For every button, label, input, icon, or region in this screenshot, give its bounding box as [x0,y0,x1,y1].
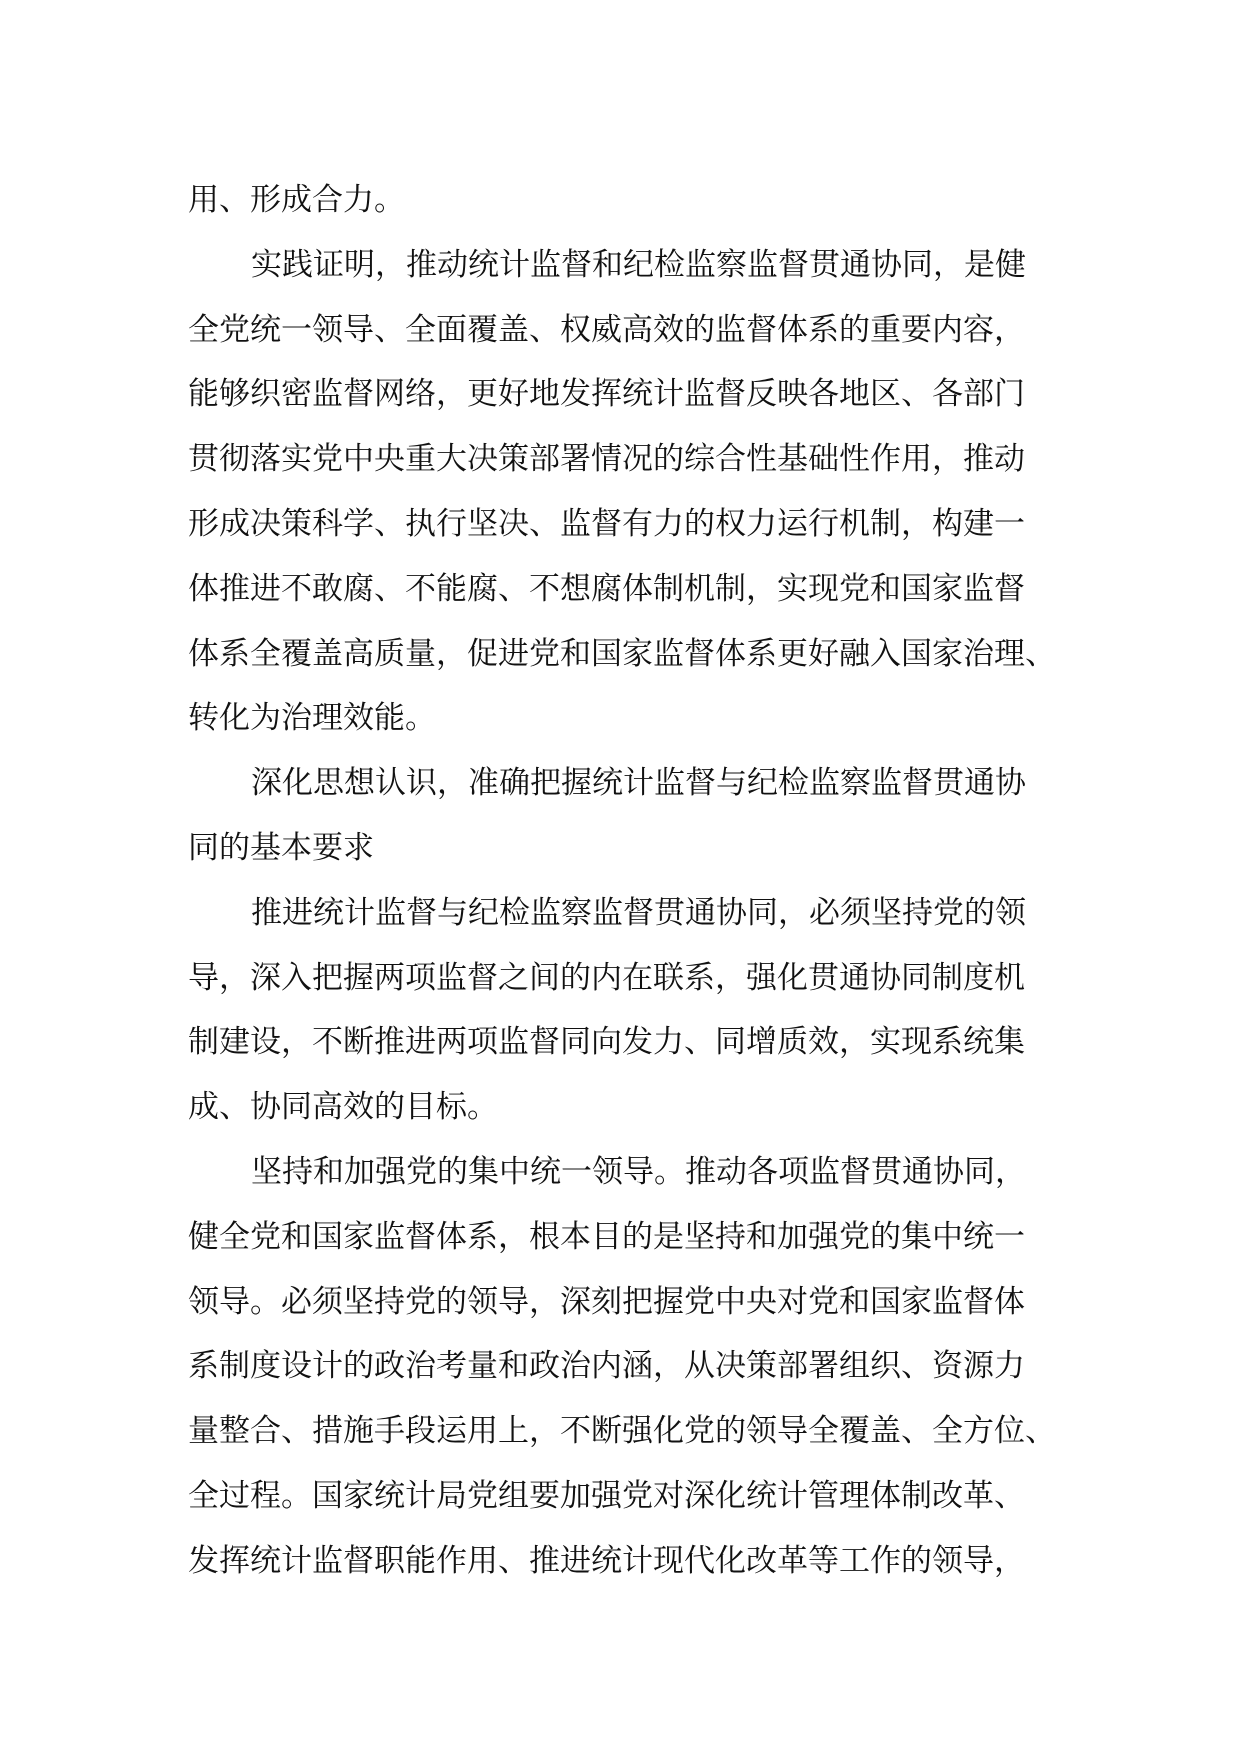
text-line: 转化为治理效能。 [188,700,436,737]
text-line: 推进统计监督与纪检监察监督贯通协同，必须坚持党的领 [251,894,1026,931]
text-line: 领导。必须坚持党的领导，深刻把握党中央对党和国家监督体 [188,1283,1025,1320]
text-line: 体推进不敢腐、不能腐、不想腐体制机制，实现党和国家监督 [188,570,1025,607]
text-line: 形成决策科学、执行坚决、监督有力的权力运行机制，构建一 [188,505,1025,542]
text-line: 系制度设计的政治考量和政治内涵，从决策部署组织、资源力 [188,1348,1025,1385]
text-line: 成、协同高效的目标。 [188,1089,498,1126]
text-line: 体系全覆盖高质量，促进党和国家监督体系更好融入国家治理、 [188,635,1056,672]
text-line: 全过程。国家统计局党组要加强党对深化统计管理体制改革、 [188,1477,1025,1514]
text-line: 能够织密监督网络，更好地发挥统计监督反映各地区、各部门 [188,376,1025,413]
text-line: 发挥统计监督职能作用、推进统计现代化改革等工作的领导， [188,1542,1025,1579]
section-heading-line: 深化思想认识，准确把握统计监督与纪检监察监督贯通协 [251,765,1026,802]
text-line: 全党统一领导、全面覆盖、权威高效的监督体系的重要内容， [188,311,1025,348]
text-line: 实践证明，推动统计监督和纪检监察监督贯通协同，是健 [251,246,1026,283]
text-line: 制建设，不断推进两项监督同向发力、同增质效，实现系统集 [188,1024,1025,1061]
body-text [188,168,1068,1594]
text-line: 坚持和加强党的集中统一领导。推动各项监督贯通协同， [251,1153,1026,1190]
text-line: 贯彻落实党中央重大决策部署情况的综合性基础性作用，推动 [188,441,1025,478]
section-heading-line: 同的基本要求 [188,829,374,866]
text-line: 健全党和国家监督体系，根本目的是坚持和加强党的集中统一 [188,1218,1025,1255]
text-line: 导，深入把握两项监督之间的内在联系，强化贯通协同制度机 [188,959,1025,996]
text-line: 量整合、措施手段运用上，不断强化党的领导全覆盖、全方位、 [188,1413,1056,1450]
text-line: 用、形成合力。 [188,182,405,218]
